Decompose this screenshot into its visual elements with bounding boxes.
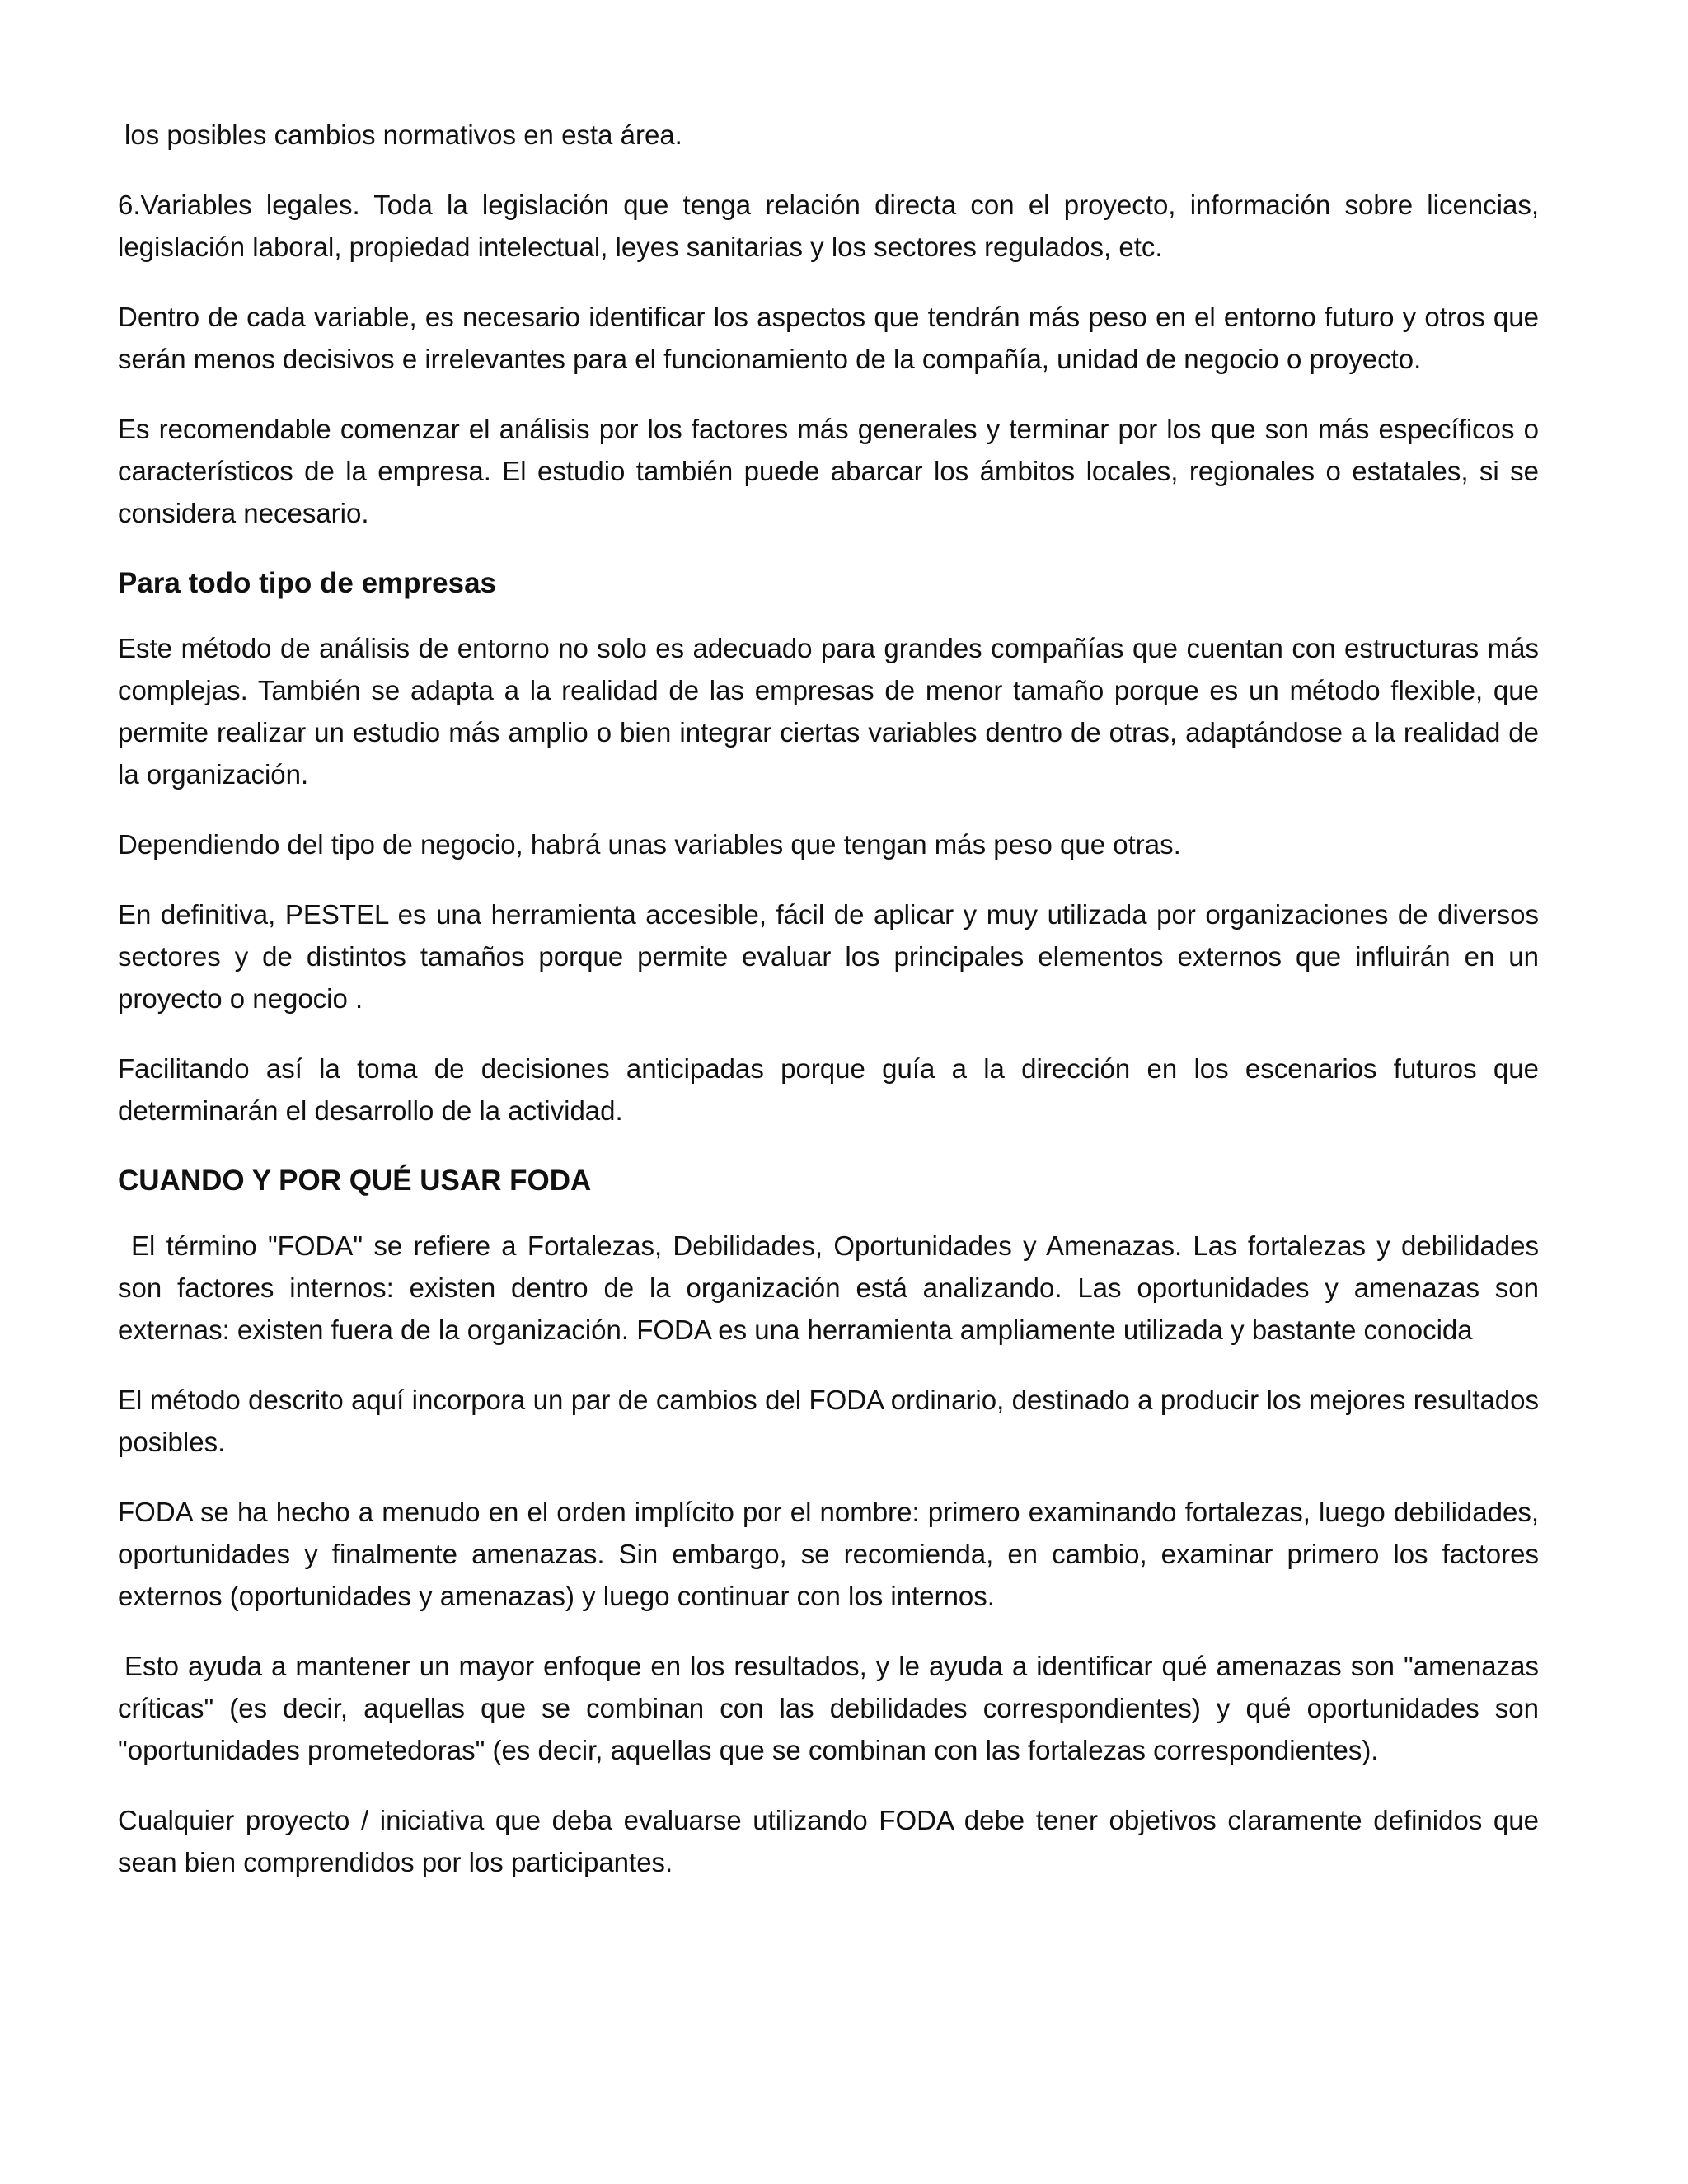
paragraph-foda-definition: El término "FODA" se refiere a Fortalezas, Debilidades, Oportunidades y Amenazas. Las fortalezas y debilidades son factores internos: existen dentro de la organización está analizando. Las oportunidades y amenazas son externas: existen fuera de la organización. FODA es una herramienta ampliamente utilizada y bastante conocida [118,1230,1539,1345]
paragraph-foda-method-changes: El método descrito aquí incorpora un par de cambios del FODA ordinario, destinado a producir los mejores resultados posibles. [118,1385,1539,1457]
paragraph-legal-variables: 6.Variables legales. Toda la legislación que tenga relación directa con el proyecto, información sobre licencias, legislación laboral, propiedad intelectual, leyes sanitarias y los sectores regulados, etc. [118,190,1539,262]
heading-all-companies: Para todo tipo de empresas [118,567,497,599]
paragraph-foda-focus: Esto ayuda a mantener un mayor enfoque en los resultados, y le ayuda a identificar qué amenazas son "amenazas críticas" (es decir, aquellas que se combinan con las debilidades correspondientes) y qué oportunidades son "oportunidades prometedoras" (es decir, aquellas que se combinan con las fortalezas correspondientes). [118,1651,1539,1765]
paragraph-foda-order: FODA se ha hecho a menudo en el orden implícito por el nombre: primero examinando fortalezas, luego debilidades, oportunidades y finalmente amenazas. Sin embargo, se recomienda, en cambio, examinar primero los factores externos (oportunidades y amenazas) y luego continuar con los internos. [118,1497,1539,1611]
paragraph-variable-aspects: Dentro de cada variable, es necesario identificar los aspectos que tendrán más peso en el entorno futuro y otros que serán menos decisivos e irrelevantes para el funcionamiento de la compañía, unidad de negocio o proyecto. [118,302,1539,374]
heading-when-why-foda: CUANDO Y POR QUÉ USAR FODA [118,1165,592,1197]
paragraph-method-adaptability: Este método de análisis de entorno no solo es adecuado para grandes compañías que cuentan con estructuras más complejas. También se adapta a la realidad de las empresas de menor tamaño porque es un método flexible, que permite realizar un estudio más amplio o bien integrar ciertas variables dentro de otras, adaptándose a la realidad de la organización. [118,633,1539,790]
paragraph-normative-changes: los posibles cambios normativos en esta área. [124,120,682,150]
paragraph-pestel-summary: En definitiva, PESTEL es una herramienta accesible, fácil de aplicar y muy utilizada por organizaciones de diversos sectores y de distintos tamaños porque permite evaluar los principales elementos externos que influirán en un proyecto o negocio . [118,899,1539,1014]
paragraph-analysis-recommendation: Es recomendable comenzar el análisis por los factores más generales y terminar por los que son más específicos o característicos de la empresa. El estudio también puede abarcar los ámbitos locales, regionales o estatales, si se considera necesario. [118,414,1539,528]
paragraph-decision-making: Facilitando así la toma de decisiones anticipadas porque guía a la dirección en los escenarios futuros que determinarán el desarrollo de la actividad. [118,1053,1539,1126]
document-body [118,114,1539,1911]
paragraph-business-type: Dependiendo del tipo de negocio, habrá unas variables que tengan más peso que otras. [118,829,1181,860]
paragraph-foda-objectives: Cualquier proyecto / iniciativa que deba evaluarse utilizando FODA debe tener objetivos claramente definidos que sean bien comprendidos por los participantes. [118,1805,1539,1877]
